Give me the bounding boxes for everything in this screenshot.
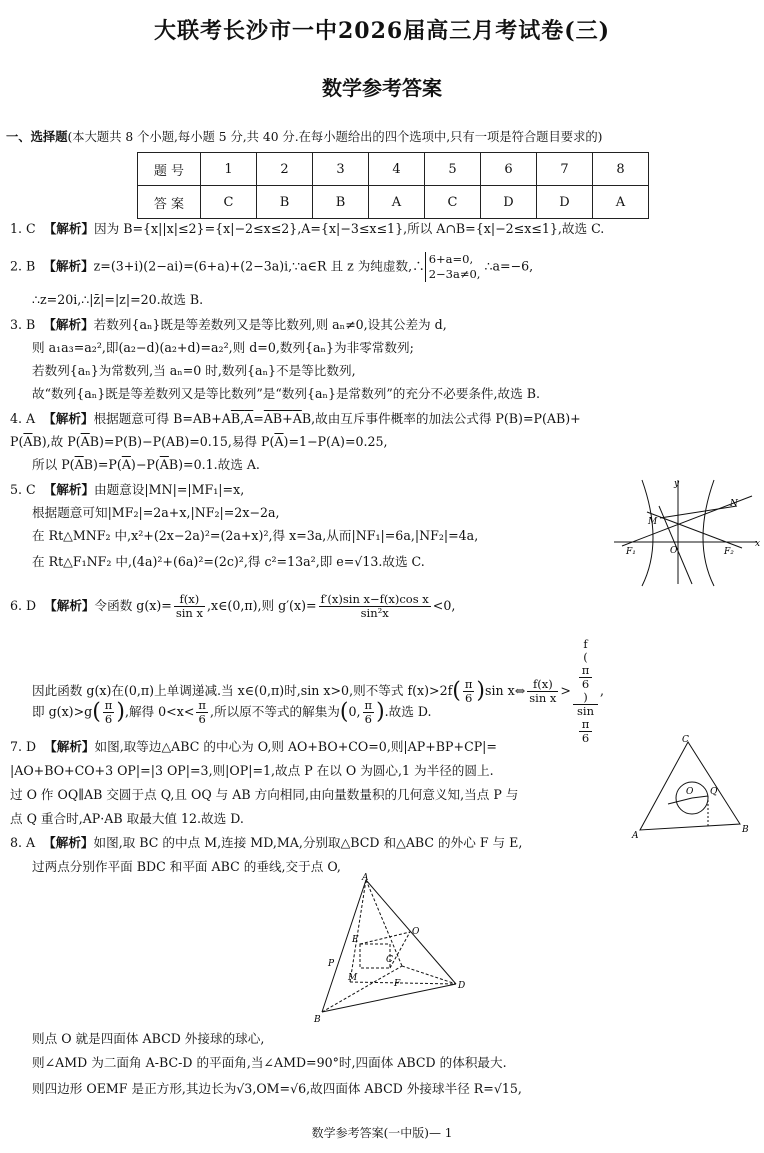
table-cell: D (537, 186, 593, 219)
table-cell: 3 (313, 153, 369, 186)
point-o-label: O (412, 927, 420, 937)
point-m-label: M (648, 517, 658, 527)
q7-line3: 过 O 作 OQ∥AB 交圆于点 Q,且 OQ 与 AB 方向相同,由向量数量积的几何意义知,当点 P 与 (10, 787, 519, 802)
q8-line5: 则四边形 OEMF 是正方形,其边长为√3,OM=√6,故四面体 ABCD 外接球半径 R=√15, (32, 1081, 522, 1096)
q1-solution: 1. C 【解析】因为 B={x||x|≤2}={x|−2≤x≤2},A={x|−3≤x≤1},所以 A∩B={x|−2≤x≤1},故选 C. (10, 221, 605, 236)
center-o-label: O (686, 787, 694, 797)
table-cell: 1 (201, 153, 257, 186)
table-cell: D (481, 186, 537, 219)
vertex-b-label: B (314, 1015, 321, 1024)
q2-case-brace: 6+a=0, 2−3a≠0, (425, 252, 481, 282)
q4-line2: $P(\overline{A}B)$,故 $P(\overline{A}B)=P(B)-P(AB)=0.15$,易得 $P(\overline{A})=1-P(A)=0.25$, (10, 434, 388, 449)
number-row-label: 题 号 (138, 153, 201, 186)
vertex-a-label: A (362, 873, 369, 883)
q8-solution: 8. A 【解析】如图,取 BC 的中点 M,连接 MD,MA,分别取△BCD 和△ABC 的外心 F 与 E, (10, 835, 523, 850)
answer-table-number-row (138, 153, 649, 186)
point-m-label: M (348, 973, 358, 983)
page-footer: 数学参考答案(一中版)— 1 (311, 1126, 453, 1140)
triangle-figure (630, 734, 756, 842)
answer-table-answer-row (138, 186, 649, 219)
vertex-a-label: A (632, 831, 639, 841)
tetrahedron-figure (310, 872, 480, 1024)
q2-line2: ∴z=20i,∴|z̄|=|z|=20.故选 B. (32, 292, 204, 307)
q8-line3: 则点 O 就是四面体 ABCD 外接球的球心, (32, 1031, 265, 1046)
table-cell: C (425, 186, 481, 219)
point-o-label: O (670, 546, 678, 556)
q3-line4: 故“数列{aₙ}既是等差数列又是等比数列”是“数列{aₙ}是常数列”的充分不必要条件,故选 B. (32, 386, 540, 401)
q5-line3: 在 Rt△MNF₂ 中,x²+(2x−2a)²=(2a+x)²,得 x=3a,从而|NF₁|=6a,|NF₂|=4a, (32, 528, 479, 543)
table-cell: B (257, 186, 313, 219)
q4-line3: 所以 $P(\overline{A}B)=P(\overline{A})-P(\overline{A}B)=0.1$.故选 A. (32, 457, 260, 472)
page-title: 大联考长沙市一中2026届高三月考试卷(三) (153, 18, 611, 44)
q6-line3: 即 g(x)>g( $\frac{\pi}{6}$ ),解得 0<x< $\frac{\pi}{6}$ ,所以原不等式的解集为(0, $\frac{\pi}{6}$ ).故选 D. (32, 698, 432, 726)
axis-x-label: x (755, 539, 761, 549)
point-p-label: P (328, 959, 335, 969)
table-cell: A (369, 186, 425, 219)
q5-solution: 5. C 【解析】由题意设|MN|=|MF₁|=x, (10, 482, 245, 497)
point-e-label: E (352, 935, 359, 945)
q4-solution: 4. A 【解析】根据题意可得 $B=AB+AB,\overline{A}=AB+\overline{A}B$,故由互斥事件概率的加法公式得 P(B)=P(AB)+ (10, 411, 581, 426)
point-f2-label: F₂ (724, 547, 734, 557)
q6-solution: 6. D 【解析】令函数 g(x)= $\frac{f(x)}{\text{sin x}}$ ,x∈(0,π),则 g′(x)= $\frac{\text{f′(x)sin x−f(x)cos x}}{\text{sin²x}}$ <0, (10, 592, 456, 620)
table-cell: 2 (257, 153, 313, 186)
q8-line2: 过两点分别作平面 BDC 和平面 ABC 的垂线,交于点 O, (32, 859, 341, 874)
q7-line2: |AO+BO+CO+3 OP|=|3 OP|=3,则|OP|=1,故点 P 在以 O 为圆心,1 为半径的圆上. (10, 763, 494, 778)
q8-line4: 则∠AMD 为二面角 A-BC-D 的平面角,当∠AMD=90°时,四面体 ABCD 的体积最大. (32, 1055, 507, 1070)
table-cell: 5 (425, 153, 481, 186)
axis-y-label: y (674, 479, 680, 489)
table-cell: A (593, 186, 649, 219)
q3-line3: 若数列{aₙ}为常数列,当 aₙ=0 时,数列{aₙ}不是等比数列, (32, 363, 356, 378)
section-heading: 一、选择题(本大题共 8 个小题,每小题 5 分,共 40 分.在每小题给出的四个选项中,只有一项是符合题目要求的) (6, 130, 603, 144)
vertex-b-label: B (742, 825, 749, 835)
point-f-label: F (394, 979, 401, 989)
q7-solution: 7. D 【解析】如图,取等边△ABC 的中心为 O,则 AO+BO+CO=0,则|AP+BP+CP|= (10, 739, 497, 754)
q3-solution: 3. B 【解析】若数列{aₙ}既是等差数列又是等比数列,则 aₙ≠0,设其公差为 d, (10, 317, 447, 332)
vertex-d-label: D (458, 981, 466, 991)
table-cell: C (201, 186, 257, 219)
q3-line2: 则 a₁a₃=a₂²,即(a₂−d)(a₂+d)=a₂²,则 d=0,数列{aₙ}为非零常数列; (32, 340, 414, 355)
q5-line2: 根据题意可知|MF₂|=2a+x,|NF₂|=2x−2a, (32, 505, 280, 520)
q5-line4: 在 Rt△F₁NF₂ 中,(4a)²+(6a)²=(2c)²,得 c²=13a²,即 e=√13.故选 C. (32, 554, 425, 569)
page-subtitle: 数学参考答案 (322, 76, 442, 100)
point-q-label: Q (710, 787, 718, 797)
table-cell: 4 (369, 153, 425, 186)
table-cell: 7 (537, 153, 593, 186)
point-n-label: N (730, 499, 738, 509)
point-f1-label: F₁ (626, 547, 636, 557)
q2-solution: 2. B 【解析】z=(3+i)(2−ai)=(6+a)+(2−3a)i,∵a∈R 且 z 为纯虚数,∴ 6+a=0, 2−3a≠0, ∴a=−6, (10, 252, 534, 281)
table-cell: B (313, 186, 369, 219)
hyperbola-figure (612, 476, 762, 588)
table-cell: 6 (481, 153, 537, 186)
q7-line4: 点 Q 重合时,AP·AB 取最大值 12.故选 D. (10, 811, 244, 826)
answer-row-label: 答 案 (138, 186, 201, 219)
vertex-c-label: C (386, 955, 393, 965)
vertex-c-label: C (682, 735, 689, 745)
answer-table (137, 152, 649, 219)
table-cell: 8 (593, 153, 649, 186)
q6-line2: 因此函数 g(x)在(0,π)上单调递减.当 x∈(0,π)时,sin x>0,则不等式 f(x)>2f( $\frac{\pi}{6}$ )sin x⇔ $\frac{f(x)}{\text{sin x}}$ > f ( π 6 ) sin π 6 , (32, 637, 604, 745)
